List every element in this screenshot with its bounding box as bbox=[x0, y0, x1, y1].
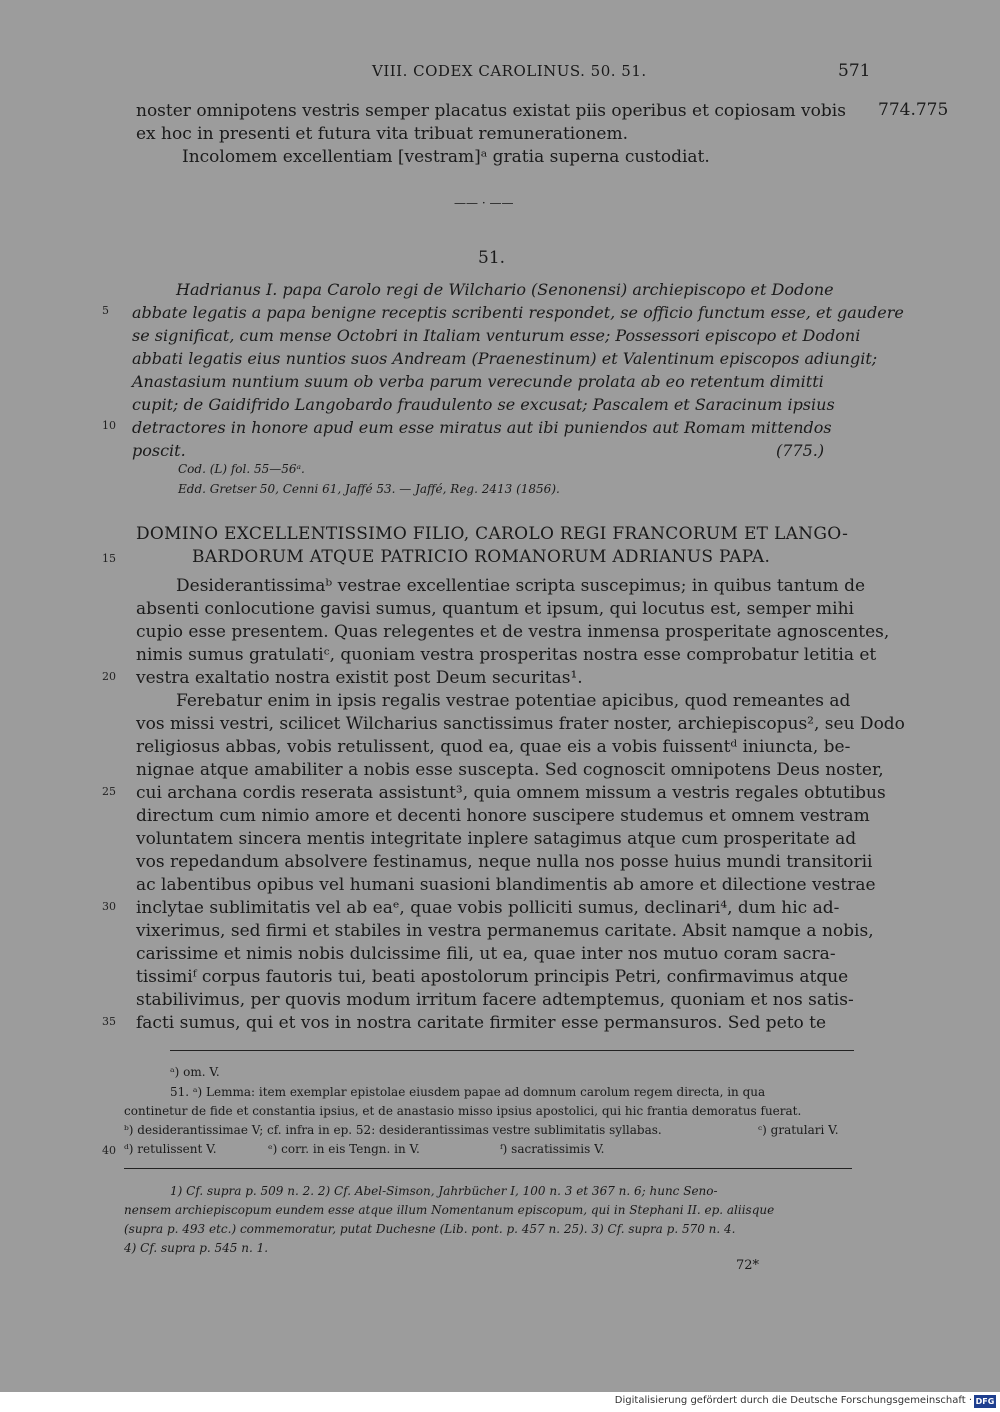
running-head: VIII. CODEX CAROLINUS. 50. 51. bbox=[372, 62, 647, 80]
body-line: carissime et nimis nobis dulcissime fili, ut ea, quae inter nos mutuo coram sacra- bbox=[136, 944, 836, 964]
body-line: vos repedandum absolvere festinamus, neque nulla nos posse huius mundi transitorii bbox=[136, 852, 873, 872]
apparatus-note: ᵃ) om. V. bbox=[170, 1065, 220, 1079]
line-number: 35 bbox=[102, 1015, 116, 1028]
body-line: stabilivimus, per quovis modum irritum facere adtemptemus, quoniam et nos satis- bbox=[136, 990, 854, 1010]
apparatus-note: ᶠ) sacratissimis V. bbox=[500, 1142, 605, 1156]
year-margin: 774.775 bbox=[878, 100, 949, 120]
text-line: ex hoc in presenti et futura vita tribuat remunerationem. bbox=[136, 124, 628, 144]
footnote: 1) Cf. supra p. 509 n. 2. 2) Cf. Abel-Simson, Jahrbücher I, 100 n. 3 et 367 n. 6; hunc Seno- bbox=[170, 1184, 718, 1198]
apparatus-note: ᶜ) gratulari V. bbox=[758, 1123, 839, 1137]
summary-line: Anastasium nuntium suum ob verba parum verecunde prolata ab eo retentum dimitti bbox=[132, 372, 824, 391]
body-line: absenti conlocutione gavisi sumus, quantum et ipsum, qui locutus est, semper mihi bbox=[136, 599, 854, 619]
footnote: nensem archiepiscopum eundem esse atque illum Nomentanum episcopum, qui in Stephani II. ep. aliisque bbox=[124, 1203, 775, 1217]
line-number: 5 bbox=[102, 304, 109, 317]
apparatus-rule bbox=[170, 1050, 854, 1051]
funding-text: Digitalisierung gefördert durch die Deutsche Forschungsgemeinschaft · bbox=[614, 1395, 972, 1406]
summary-line: cupit; de Gaidifrido Langobardo fraudulento se excusat; Pascalem et Saracinum ipsius bbox=[132, 395, 835, 414]
body-line: religiosus abbas, vobis retulissent, quod ea, quae eis a vobis fuissentᵈ iniuncta, be- bbox=[136, 737, 851, 757]
summary-line: abbate legatis a papa benigne receptis scribenti respondet, se officio functum esse, et gaudere bbox=[132, 303, 904, 322]
section-separator: —— · —— bbox=[454, 196, 514, 210]
salutation-line: DOMINO EXCELLENTISSIMO FILIO, CAROLO REGI FRANCORUM ET LANGO- bbox=[136, 524, 849, 544]
body-line: directum cum nimio amore et decenti honore suscipere studemus et omnem vestram bbox=[136, 806, 870, 826]
body-line: cui archana cordis reserata assistunt³, quia omnem missum a vestris regales obtutibus bbox=[136, 783, 886, 803]
apparatus-note: ᵉ) corr. in eis Tengn. in V. bbox=[268, 1142, 420, 1156]
line-number: 20 bbox=[102, 670, 116, 683]
footnote: (supra p. 493 etc.) commemoratur, putat Duchesne (Lib. pont. p. 457 n. 25). 3) Cf. supra p. 570 n. 4. bbox=[124, 1222, 736, 1236]
letter-number: 51. bbox=[478, 248, 506, 268]
body-line: Ferebatur enim in ipsis regalis vestrae potentiae apicibus, quod remeantes ad bbox=[176, 691, 851, 711]
body-line: ac labentibus opibus vel humani suasioni blandimentis ab amore et dilectione vestrae bbox=[136, 875, 876, 895]
line-number: 30 bbox=[102, 900, 116, 913]
body-line: nimis sumus gratulatiᶜ, quoniam vestra prosperitas nostra esse comprobatur letitia et bbox=[136, 645, 877, 665]
line-number: 40 bbox=[102, 1144, 116, 1157]
printer-signature: 72* bbox=[736, 1258, 760, 1273]
letter-date: (775.) bbox=[776, 441, 825, 460]
source-line: Cod. (L) fol. 55—56ᵃ. bbox=[178, 462, 305, 476]
salutation-line: BARDORUM ATQUE PATRICIO ROMANORUM ADRIANUS PAPA. bbox=[192, 547, 771, 567]
body-line: facti sumus, qui et vos in nostra caritate firmiter esse permansuros. Sed peto te bbox=[136, 1013, 827, 1033]
body-line: Desiderantissimaᵇ vestrae excellentiae scripta suscepimus; in quibus tantum de bbox=[176, 576, 866, 596]
body-line: nignae atque amabiliter a nobis esse suscepta. Sed cognoscit omnipotens Deus noster, bbox=[136, 760, 884, 780]
body-line: cupio esse presentem. Quas relegentes et de vestra inmensa prosperitate agnoscentes, bbox=[136, 622, 890, 642]
summary-line: poscit. bbox=[132, 441, 186, 460]
summary-line: detractores in honore apud eum esse miratus aut ibi puniendos aut Romam mittendos bbox=[132, 418, 832, 437]
text-line: Incolomem excellentiam [vestram]ᵃ gratia superna custodiat. bbox=[182, 147, 710, 167]
body-line: inclytae sublimitatis vel ab eaᵉ, quae vobis polliciti sumus, declinari⁴, dum hic ad- bbox=[136, 898, 840, 918]
body-line: vos missi vestri, scilicet Wilcharius sanctissimus frater noster, archiepiscopus², seu Dodo bbox=[136, 714, 905, 734]
dfg-logo-icon: DFG bbox=[975, 1397, 995, 1406]
page-number: 571 bbox=[838, 61, 871, 81]
body-line: tissimiᶠ corpus fautoris tui, beati apostolorum principis Petri, confirmavimus atque bbox=[136, 967, 849, 987]
footnote: 4) Cf. supra p. 545 n. 1. bbox=[124, 1241, 269, 1255]
line-number: 25 bbox=[102, 785, 116, 798]
line-number: 15 bbox=[102, 552, 116, 565]
apparatus-note: ᵇ) desiderantissimae V; cf. infra in ep. 52: desiderantissimas vestre sublimitatis syllabas. bbox=[124, 1123, 662, 1137]
apparatus-note: ᵈ) retulissent V. bbox=[124, 1142, 217, 1156]
source-line: Edd. Gretser 50, Cenni 61, Jaffé 53. — Jaffé, Reg. 2413 (1856). bbox=[178, 482, 560, 496]
footnote-rule bbox=[124, 1168, 852, 1169]
line-number: 10 bbox=[102, 419, 116, 432]
text-line: noster omnipotens vestris semper placatus existat piis operibus et copiosam vobis bbox=[136, 101, 846, 121]
body-line: voluntatem sincera mentis integritate inplere satagimus atque cum prosperitate ad bbox=[136, 829, 857, 849]
body-line: vixerimus, sed firmi et stabiles in vestra permanemus caritate. Absit namque a nobis, bbox=[136, 921, 874, 941]
body-line: vestra exaltatio nostra existit post Deum securitas¹. bbox=[136, 668, 583, 688]
apparatus-note: continetur de fide et constantia ipsius, et de anastasio misso ipsius apostolici, qui hic frantia demoratus fuerat. bbox=[124, 1104, 802, 1118]
apparatus-note: 51. ᵃ) Lemma: item exemplar epistolae eiusdem papae ad domnum carolum regem directa, in qua bbox=[170, 1085, 766, 1099]
summary-line: abbati legatis eius nuntios suos Andream (Praenestinum) et Valentinum episcopos adiungit; bbox=[132, 349, 878, 368]
summary-line: Hadrianus I. papa Carolo regi de Wilchario (Senonensi) archiepiscopo et Dodone bbox=[176, 280, 834, 299]
summary-line: se significat, cum mense Octobri in Italiam venturum esse; Possessori episcopo et Dodoni bbox=[132, 326, 861, 345]
